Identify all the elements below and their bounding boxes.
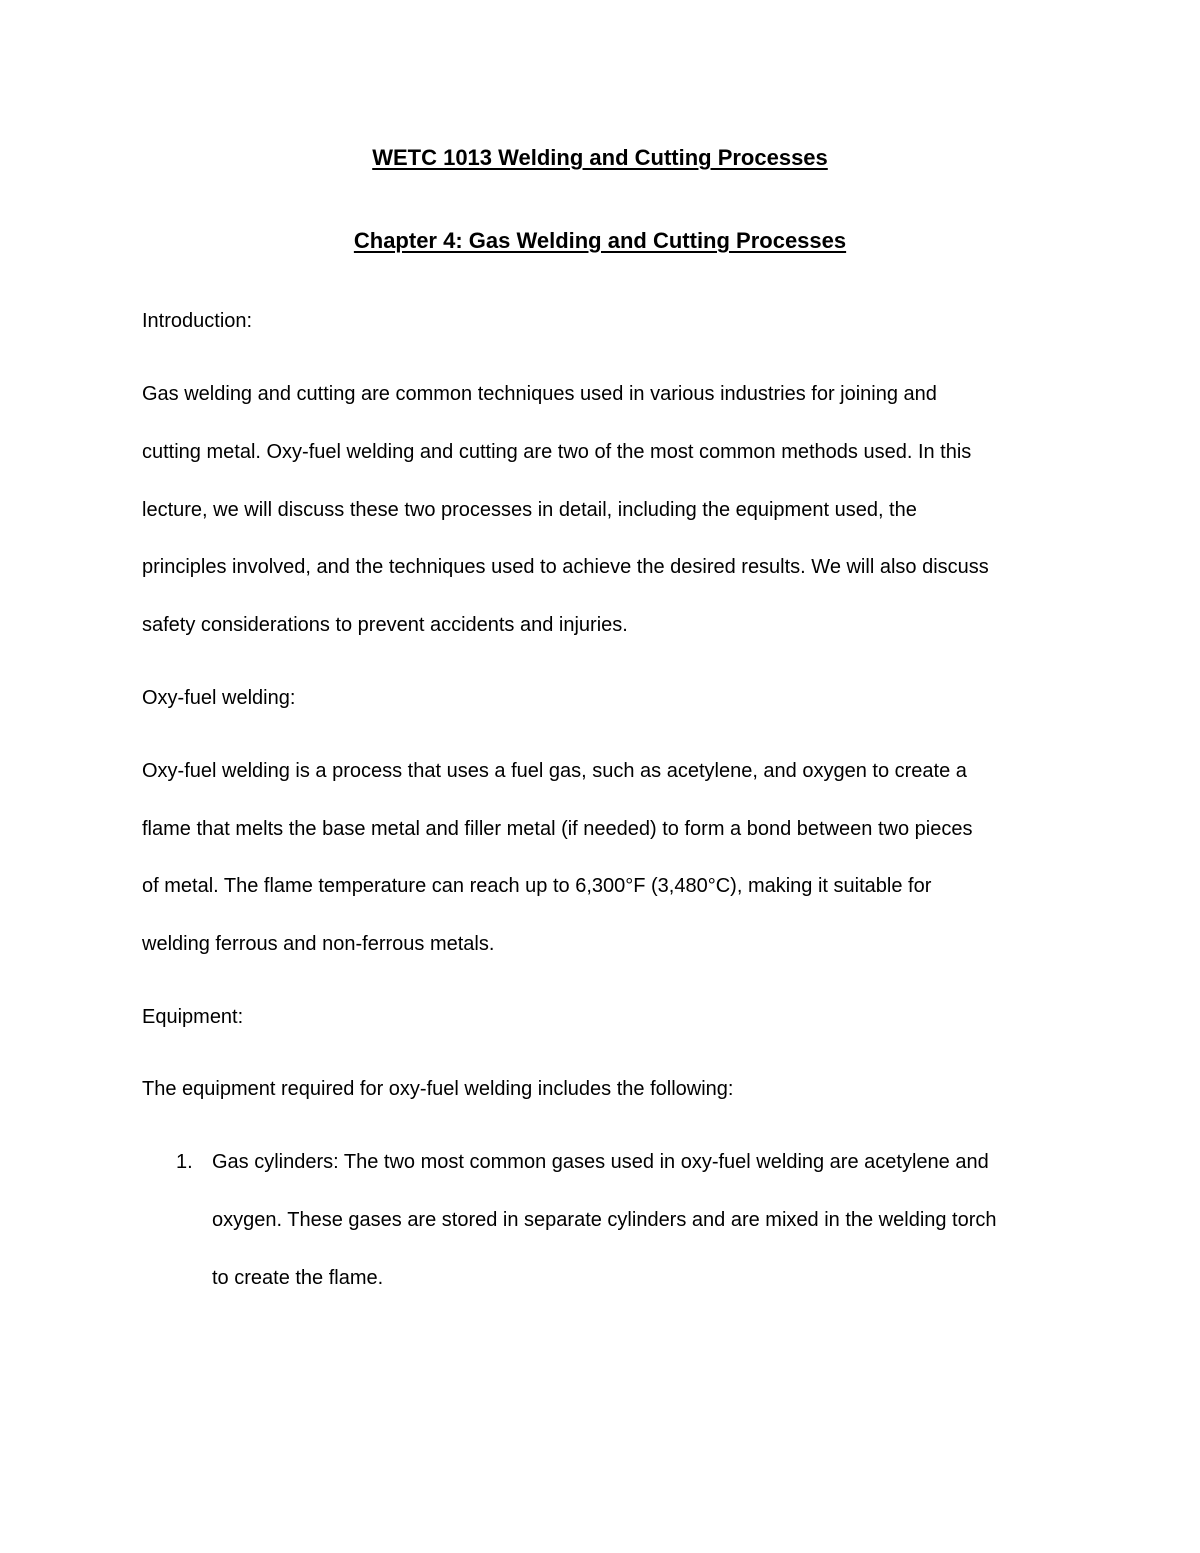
equipment-intro: The equipment required for oxy-fuel welding includes the following:: [142, 1078, 734, 1100]
paragraph-line: of metal. The flame temperature can reach up to 6,300°F (3,480°C), making it suitable for: [142, 875, 932, 897]
document-title: WETC 1013 Welding and Cutting Processes: [372, 145, 828, 170]
paragraph-line: welding ferrous and non-ferrous metals.: [142, 933, 495, 955]
introduction-heading: Introduction:: [142, 310, 253, 332]
paragraph-line: safety considerations to prevent accidents and injuries.: [142, 614, 628, 636]
list-item-line: to create the flame.: [212, 1267, 384, 1289]
paragraph-line: Oxy-fuel welding is a process that uses a fuel gas, such as acetylene, and oxygen to create a: [142, 760, 967, 782]
equipment-heading: Equipment:: [142, 1006, 244, 1028]
list-item-number: 1.: [176, 1151, 193, 1173]
paragraph-line: flame that melts the base metal and filler metal (if needed) to form a bond between two pieces: [142, 818, 973, 840]
list-item-line: oxygen. These gases are stored in separate cylinders and are mixed in the welding torch: [212, 1209, 997, 1231]
paragraph-line: Gas welding and cutting are common techniques used in various industries for joining and: [142, 383, 937, 405]
chapter-title: Chapter 4: Gas Welding and Cutting Processes: [353, 228, 847, 253]
paragraph-line: principles involved, and the techniques used to achieve the desired results. We will also discuss: [142, 556, 989, 578]
paragraph-line: lecture, we will discuss these two processes in detail, including the equipment used, the: [142, 499, 917, 521]
list-item-line: Gas cylinders: The two most common gases used in oxy-fuel welding are acetylene and: [212, 1151, 989, 1173]
paragraph-line: cutting metal. Oxy-fuel welding and cutting are two of the most common methods used. In this: [142, 441, 972, 463]
oxy-fuel-heading: Oxy-fuel welding:: [142, 687, 296, 709]
